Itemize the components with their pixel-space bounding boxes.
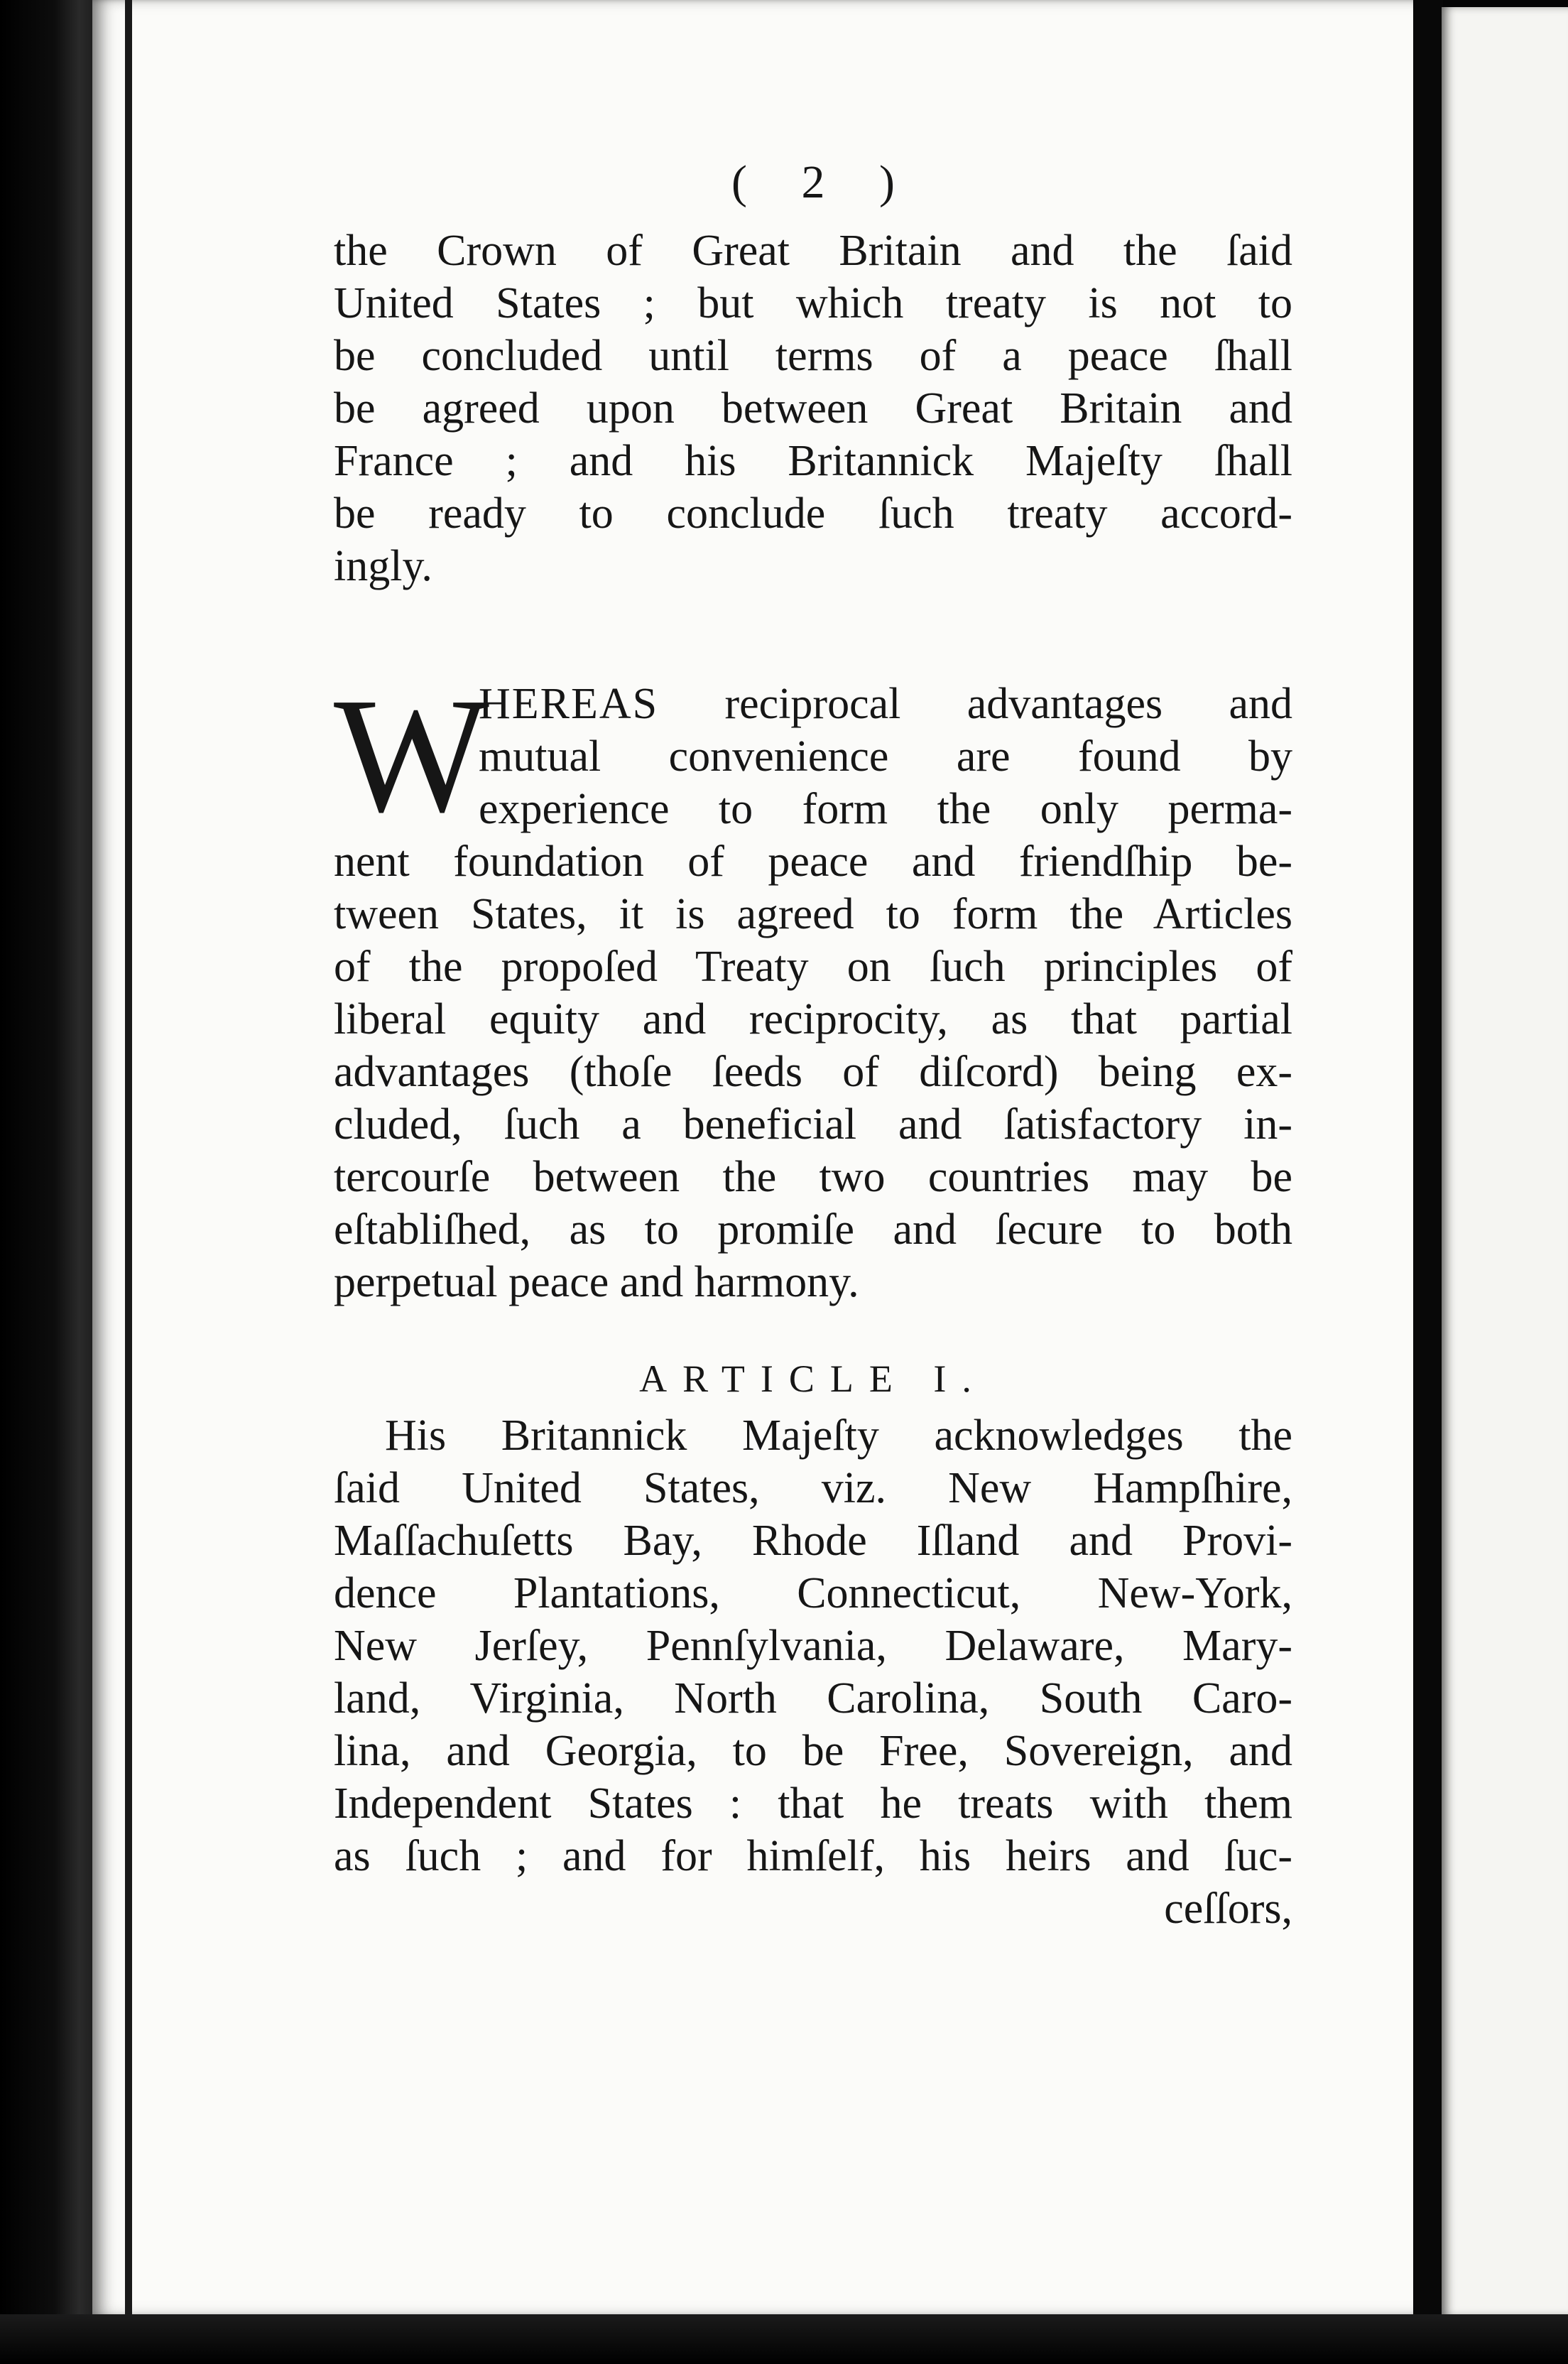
text-line: cluded, ſuch a beneficial and ſatisfactory in-: [334, 1100, 1292, 1149]
article-paragraph: [334, 1409, 1292, 1935]
text-line: mutual convenience are found by: [479, 732, 1292, 781]
text-line-rest: reciprocal advantages and: [724, 680, 1293, 728]
text-line: Independent States : that he treats with them: [334, 1779, 1292, 1828]
text-line: United States ; but which treaty is not to: [334, 279, 1292, 327]
text-line: the Crown of Great Britain and the ſaid: [334, 227, 1292, 275]
article-heading: ARTICLE I.: [639, 1357, 987, 1400]
preamble-paragraph: [334, 664, 1293, 1308]
text-line: France ; and his Britannick Majeſty ſhall: [334, 437, 1292, 485]
text-line: ingly.: [334, 542, 432, 590]
text-line: be concluded until terms of a peace ſhall: [334, 332, 1292, 380]
text-line: eſtabliſhed, as to promiſe and ſecure to both: [334, 1205, 1292, 1254]
drop-cap: W: [334, 664, 489, 847]
text-line: of the propoſed Treaty on ſuch principles of: [334, 943, 1292, 991]
text-line: ſaid United States, viz. New Hampſhire,: [334, 1464, 1292, 1512]
text-line: land, Virginia, North Carolina, South Caro-: [334, 1674, 1292, 1723]
page-left-edge-rule: [125, 0, 132, 2317]
text-line: tween States, it is agreed to form the Articles: [334, 890, 1292, 938]
text-line: nent foundation of peace and friendſhip be-: [334, 837, 1292, 886]
text-line: lina, and Georgia, to be Free, Sovereign, and: [334, 1727, 1292, 1775]
text-line: perpetual peace and harmony.: [334, 1258, 859, 1306]
page-text: [334, 156, 1292, 1935]
text-line: advantages (thoſe ſeeds of diſcord) being ex-: [334, 1048, 1292, 1096]
catchword: ceſſors,: [1164, 1885, 1292, 1933]
adjacent-page-edge: [1442, 7, 1568, 2316]
text-line: be agreed upon between Great Britain and: [334, 384, 1292, 433]
text-line: tercourſe between the two countries may be: [334, 1153, 1292, 1201]
first-word-smallcaps: HEREAS: [479, 680, 659, 728]
text-line: New Jerſey, Pennſylvania, Delaware, Mary-: [334, 1622, 1292, 1670]
book-binding-shadow: [0, 0, 99, 2364]
page-gutter: [1413, 0, 1443, 2364]
text-line: as ſuch ; and for himſelf, his heirs and ſuc-: [334, 1832, 1292, 1880]
page-number: ( 2 ): [731, 156, 916, 208]
text-line: dence Plantations, Connecticut, New-York,: [334, 1569, 1292, 1617]
text-line: experience to form the only perma-: [479, 785, 1292, 833]
continuation-paragraph: [334, 224, 1292, 592]
text-line: be ready to conclude ſuch treaty accord-: [334, 489, 1292, 538]
text-line: liberal equity and reciprocity, as that partial: [334, 995, 1292, 1043]
text-line: His Britannick Majeſty acknowledges the: [385, 1411, 1292, 1460]
page-bottom-edge: [0, 2314, 1568, 2364]
text-line: Maſſachuſetts Bay, Rhode Iſland and Provi-: [334, 1517, 1292, 1565]
